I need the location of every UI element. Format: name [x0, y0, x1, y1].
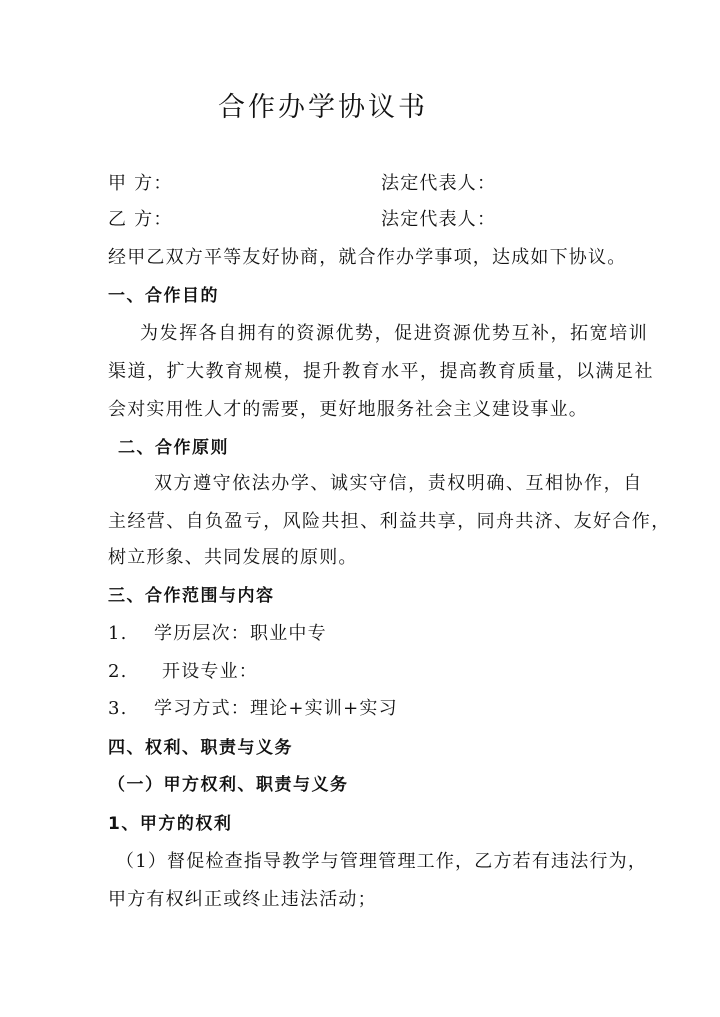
section-2-heading: 二、合作原则: [118, 438, 229, 458]
section-4-sub-1-1-heading: 1、甲方的权利: [108, 814, 233, 834]
party-b-label: 乙 方：: [108, 209, 173, 230]
list-item-2-text: 开设专业：: [162, 661, 258, 682]
section-2-line-2: 主经营、自负盈亏，风险共担、利益共享，同舟共济、友好合作，: [108, 511, 671, 532]
section-4-sub-1-heading: （一）甲方权利、职责与义务: [108, 775, 349, 795]
list-item-3-text: 学习方式：理论+实训+实习: [154, 698, 398, 719]
party-a-representative-label: 法定代表人：: [381, 173, 497, 194]
intro-paragraph: 经甲乙双方平等友好协商，就合作办学事项，达成如下协议。: [108, 247, 627, 268]
list-item-1-number: 1.: [108, 623, 128, 644]
list-item-3-number: 3.: [108, 698, 128, 719]
list-item-2-number: 2.: [108, 661, 128, 682]
section-1-line-1: 为发挥各自拥有的资源优势，促进资源优势互补，拓宽培训: [140, 323, 649, 344]
section-2-line-1: 双方遵守依法办学、诚实守信，责权明确、互相协作，自: [154, 473, 643, 494]
clause-1-line-2: 甲方有权纠正或终止违法活动；: [108, 889, 377, 910]
section-3-heading: 三、合作范围与内容: [108, 586, 275, 606]
clause-1-line-1: （1）督促检查指导教学与管理管理工作，乙方若有违法行为，: [116, 851, 648, 872]
section-4-heading: 四、权利、职责与义务: [108, 738, 293, 758]
party-a-label: 甲 方：: [108, 173, 173, 194]
list-item-1-text: 学历层次：职业中专: [154, 623, 327, 644]
document-title: 合作办学协议书: [218, 92, 428, 123]
section-1-line-3: 会对实用性人才的需要，更好地服务社会主义建设事业。: [108, 399, 588, 420]
party-b-representative-label: 法定代表人：: [381, 209, 497, 230]
section-1-line-2: 渠道，扩大教育规模，提升教育水平，提高教育质量，以满足社: [108, 361, 654, 382]
section-1-heading: 一、合作目的: [108, 286, 219, 306]
section-2-line-3: 树立形象、共同发展的原则。: [108, 547, 358, 568]
